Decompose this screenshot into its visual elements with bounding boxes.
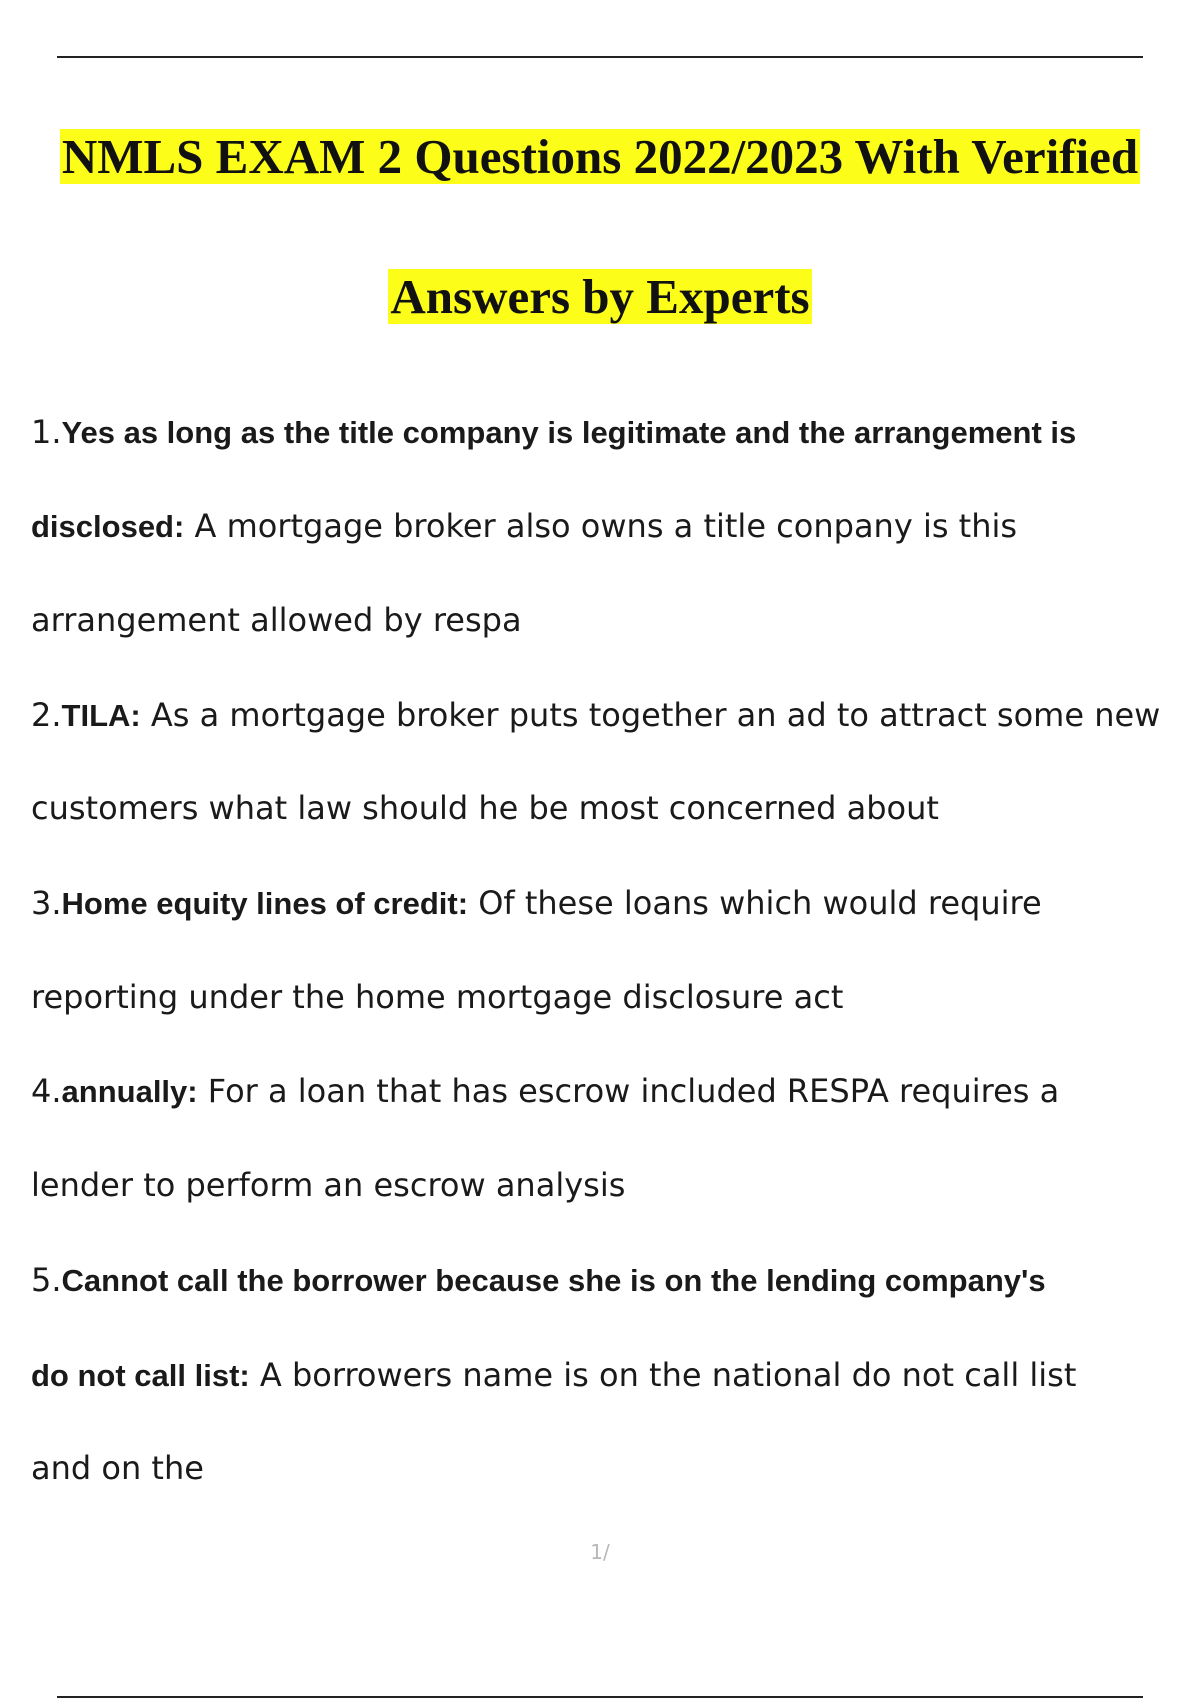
- item-4-number: 4.: [31, 1072, 62, 1110]
- page-number: 1/: [590, 1540, 610, 1564]
- item-3-number: 3.: [31, 884, 62, 922]
- bottom-rule: [57, 1696, 1143, 1698]
- item-5-line-1: [31, 1261, 1176, 1299]
- item-1-line-1: [31, 413, 1176, 451]
- item-1-line-2: [31, 507, 1176, 545]
- item-2-line-2: [31, 789, 1176, 827]
- item-5-line-3: [31, 1449, 1176, 1487]
- item-1-question-cont: arrangement allowed by respa: [31, 601, 522, 639]
- item-4-line-2: [31, 1166, 1176, 1204]
- top-rule: [57, 56, 1143, 58]
- item-5-question-cont: and on the: [31, 1449, 204, 1487]
- item-3-answer: Home equity lines of credit:: [61, 886, 469, 921]
- item-2-number: 2.: [31, 696, 62, 734]
- item-3-question: Of these loans which would require: [468, 884, 1042, 922]
- item-5-line-2: [31, 1356, 1176, 1394]
- item-4-line-1: [31, 1072, 1176, 1110]
- item-3-question-cont: reporting under the home mortgage disclosure act: [31, 978, 844, 1016]
- item-2-question-cont: customers what law should he be most concerned about: [31, 789, 939, 827]
- document-title-line-1: [0, 129, 1200, 185]
- title-highlight-1: NMLS EXAM 2 Questions 2022/2023 With Verified: [61, 129, 1139, 184]
- item-4-question: For a loan that has escrow included RESPA requires a: [197, 1072, 1060, 1110]
- item-3-line-1: [31, 884, 1176, 922]
- item-5-question: A borrowers name is on the national do not call list: [249, 1356, 1077, 1394]
- item-1-answer: Yes as long as the title company is legitimate and the arrangement is: [61, 415, 1077, 450]
- item-5-number: 5.: [31, 1261, 62, 1299]
- item-4-question-cont: lender to perform an escrow analysis: [31, 1166, 626, 1204]
- item-2-question: As a mortgage broker puts together an ad to attract some new: [140, 696, 1161, 734]
- item-2-answer: TILA:: [61, 698, 141, 733]
- item-1-number: 1.: [31, 413, 62, 451]
- item-5-answer-cont: do not call list:: [31, 1358, 250, 1393]
- title-highlight-2: Answers by Experts: [390, 269, 810, 324]
- item-5-answer: Cannot call the borrower because she is on the lending company's: [61, 1263, 1046, 1298]
- item-2-line-1: [31, 696, 1176, 734]
- item-1-line-3: [31, 601, 1176, 639]
- item-3-line-2: [31, 978, 1176, 1016]
- item-4-answer: annually:: [61, 1074, 198, 1109]
- item-1-answer-cont: disclosed:: [31, 509, 185, 544]
- document-title-line-2: [0, 269, 1200, 325]
- item-1-question: A mortgage broker also owns a title conpany is this: [184, 507, 1018, 545]
